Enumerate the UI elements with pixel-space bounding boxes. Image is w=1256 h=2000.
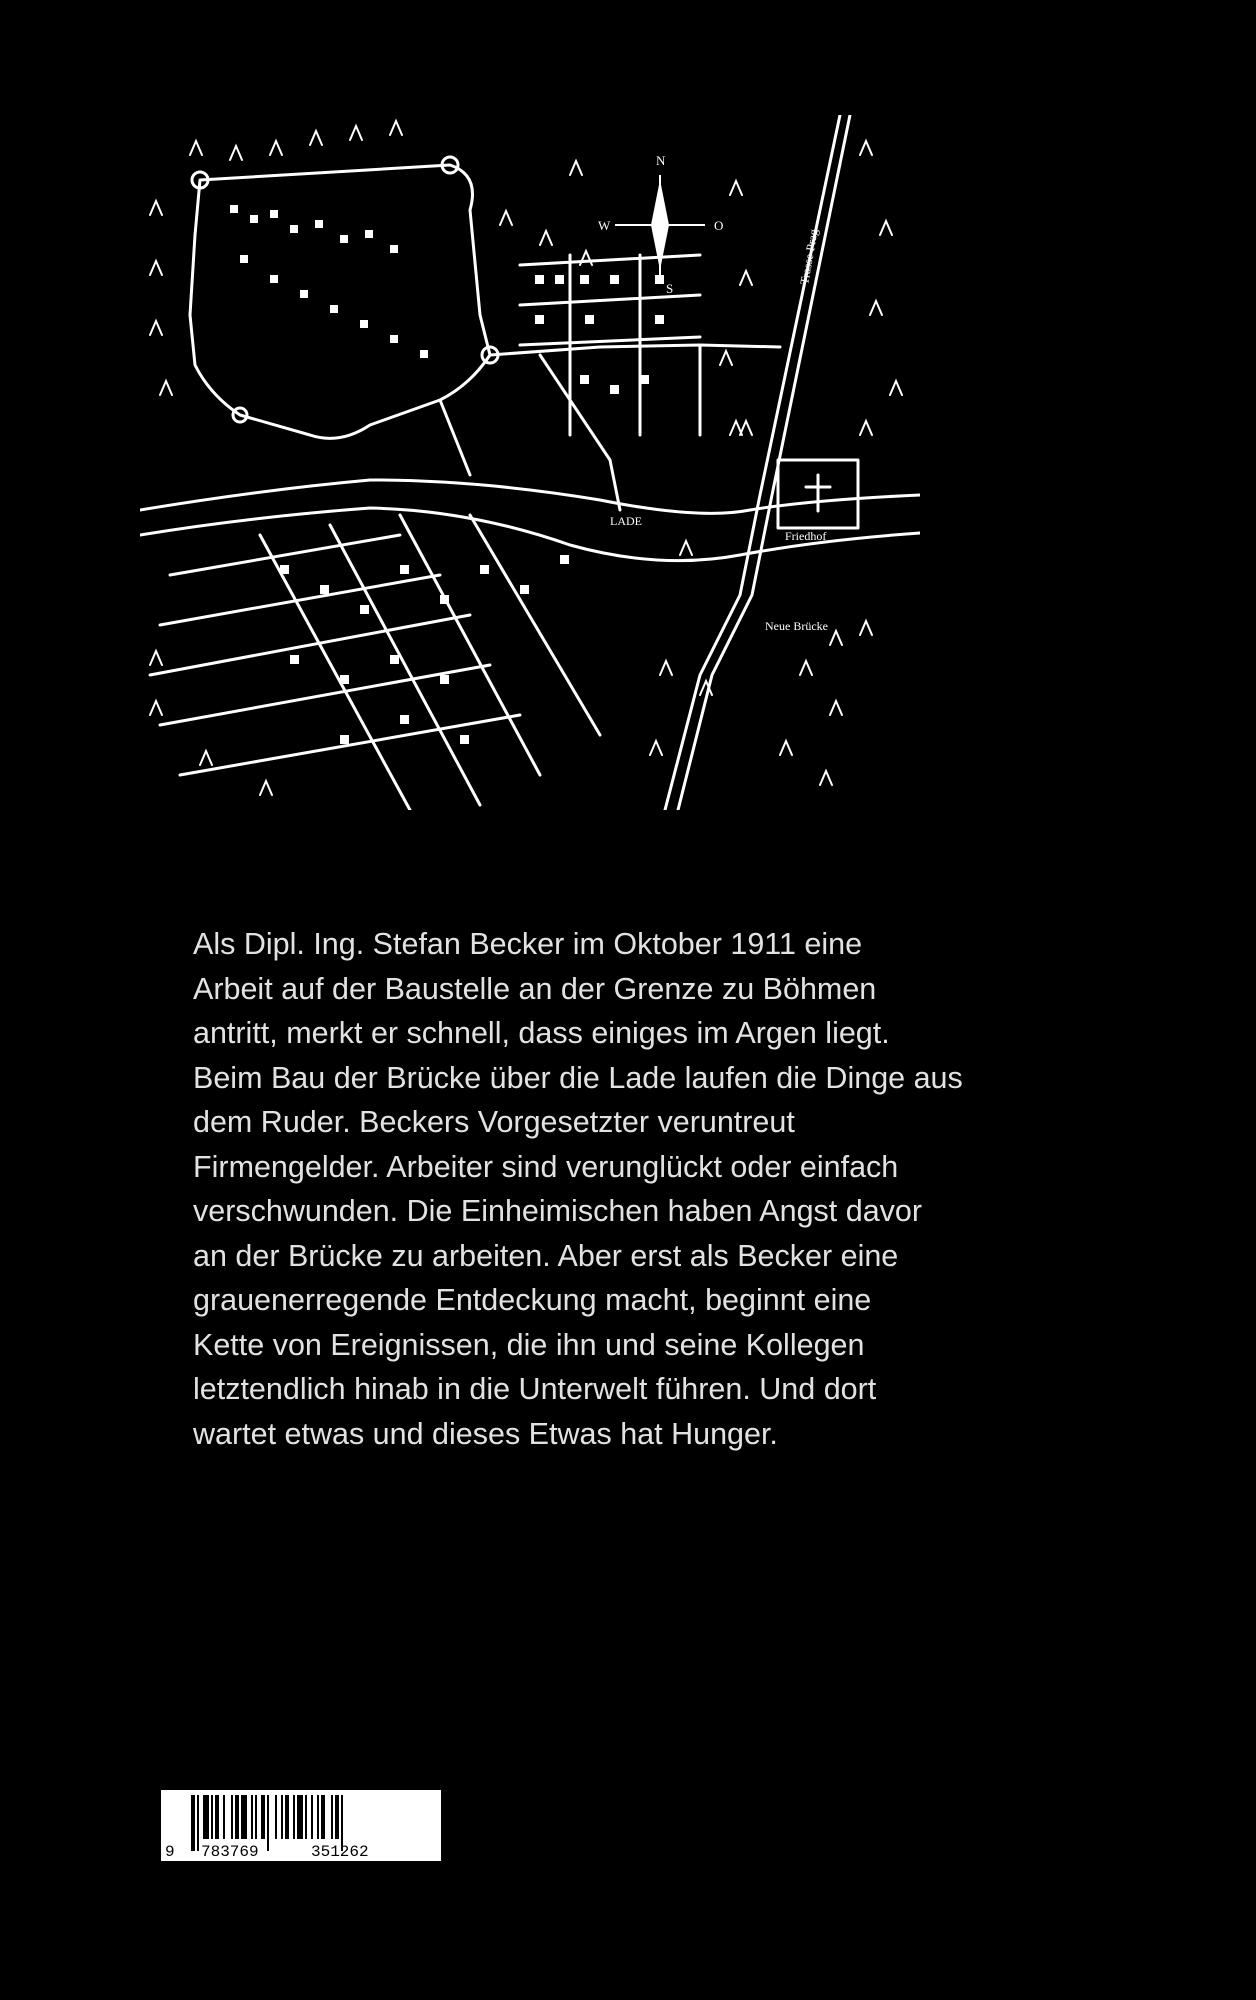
blurb-line: an der Brücke zu arbeiten. Aber erst als Becker eine — [193, 1238, 899, 1273]
barcode-bar — [211, 1795, 213, 1839]
blurb-line: wartet etwas und dieses Etwas hat Hunger. — [193, 1416, 778, 1451]
barcode-bar — [203, 1795, 209, 1839]
back-cover-blurb — [193, 922, 1113, 1456]
cemetery-cross — [806, 475, 830, 511]
barcode-bar — [197, 1795, 199, 1851]
barcode-bar — [331, 1795, 333, 1839]
barcode-bar — [215, 1795, 219, 1839]
blurb-line: dem Ruder. Beckers Vorgesetzter veruntreut — [193, 1105, 795, 1139]
barcode-bar — [255, 1795, 257, 1839]
barcode-bar — [317, 1795, 319, 1839]
barcode-bar — [267, 1795, 269, 1851]
barcode-bar — [241, 1795, 247, 1839]
barcode-bar — [293, 1795, 295, 1839]
barcode-bar — [251, 1795, 253, 1839]
isbn-prefix-digit: 9 — [165, 1843, 175, 1861]
road-prague — [665, 115, 840, 810]
barcode-bar — [231, 1795, 233, 1839]
compass-w-label: W — [598, 218, 611, 233]
blurb-line: Arbeit auf der Baustelle an der Grenze zu Böhmen — [193, 971, 877, 1006]
blurb-line: letztendlich hinab in die Unterwelt führen. Und dort — [193, 1372, 877, 1406]
blurb-line: Beim Bau der Brücke über die Lade laufen die Dinge aus — [193, 1060, 963, 1095]
blurb-line: verschwunden. Die Einheimischen haben Angst davor — [193, 1194, 923, 1228]
barcode-bar — [281, 1795, 283, 1839]
blurb-line: Firmengelder. Arbeiter sind verunglückt oder einfach — [193, 1149, 899, 1184]
cemetery-label: Friedhof — [785, 529, 827, 543]
barcode-bar — [311, 1795, 313, 1839]
barcode-bar — [191, 1795, 195, 1851]
barcode-bar — [235, 1795, 239, 1839]
road-label: Trasse Prag — [797, 228, 821, 286]
barcode-bar — [275, 1795, 277, 1839]
blurb-line: Kette von Ereignissen, die ihn und seine Kollegen — [193, 1327, 865, 1362]
barcode-bar — [321, 1795, 325, 1839]
barcode-bar — [335, 1795, 339, 1839]
forest-symbols — [150, 121, 902, 795]
barcode-bar — [261, 1795, 265, 1839]
barcode-bar — [305, 1795, 307, 1839]
river-label: LADE — [610, 514, 642, 528]
blurb-line: grauenerregende Entdeckung macht, beginnt eine — [193, 1283, 872, 1317]
blurb-line: Als Dipl. Ing. Stefan Becker im Oktober 1911 eine — [193, 927, 863, 961]
isbn-right-digits: 351262 — [311, 1843, 369, 1861]
compass-n-label: N — [656, 153, 666, 168]
river-lade-north-bank — [140, 480, 920, 513]
new-bridge-label: Neue Brücke — [765, 619, 828, 633]
isbn-barcode — [161, 1790, 441, 1861]
barcode-bar — [297, 1795, 303, 1839]
isbn-left-digits: 783769 — [201, 1843, 259, 1861]
blurb-line: antritt, merkt er schnell, dass einiges im Argen liegt. — [193, 1016, 890, 1050]
barcode-bar — [223, 1795, 225, 1839]
village-map — [140, 115, 920, 810]
barcode-bar — [285, 1795, 289, 1839]
compass-s-label: S — [666, 281, 674, 296]
compass-o-label: O — [714, 218, 724, 233]
